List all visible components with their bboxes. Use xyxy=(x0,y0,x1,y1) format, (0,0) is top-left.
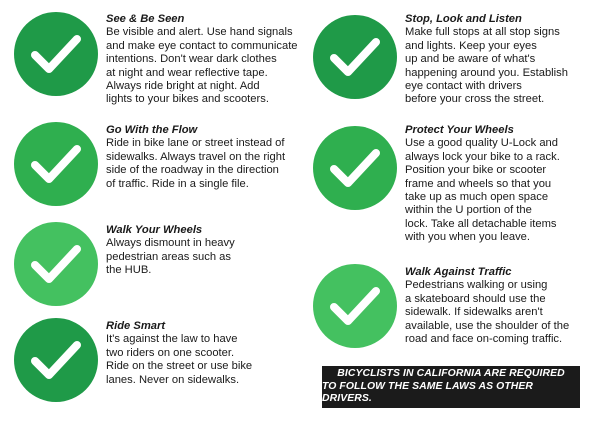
tip-body: Make full stops at all stop signs and lights. Keep your eyes up and be aware of what's happening around you. Establish eye contact with drivers before your cross the street. xyxy=(405,26,568,106)
checkmark-icon xyxy=(14,122,98,206)
checkmark-icon xyxy=(31,33,81,75)
tip-title: Go With the Flow xyxy=(106,124,198,136)
tip-title: See & Be Seen xyxy=(106,13,185,25)
tip-body: It's against the law to have two riders on one scooter. Ride on the street or use bike lanes. Never on sidewalks. xyxy=(106,333,253,386)
tip-body: Ride in bike lane or street instead of sidewalks. Always travel on the right side of the roadway in the direction of traffic. Ride in a single file. xyxy=(106,137,286,190)
tip-title: Walk Your Wheels xyxy=(106,224,203,236)
tip-body: Always dismount in heavy pedestrian areas such as the HUB. xyxy=(106,237,235,277)
checkmark-icon xyxy=(31,243,81,285)
checkmark-icon xyxy=(14,318,98,402)
banner-line-2: TO FOLLOW THE SAME LAWS AS OTHER DRIVERS. xyxy=(322,380,534,405)
tip-body: Use a good quality U-Lock and always lock your bike to a rack. Position your bike or scooter frame and wheels so that you take up as much open space within the U portion of the lock. Take all detachable items with you when you leave. xyxy=(405,137,560,244)
tip-body: Pedestrians walking or using a skateboard should use the sidewalk. If sidewalks aren't available, use the shoulder of the road and face on-coming traffic. xyxy=(405,279,570,346)
tip-title: Ride Smart xyxy=(106,320,166,332)
laws-banner xyxy=(322,366,580,408)
checkmark-icon xyxy=(330,147,380,189)
tip-body: Be visible and alert. Use hand signals and make eye contact to communicate intentions. Don't wear dark clothes at night and wear reflective tape. Always ride bright at night. Add lights to your bikes and scooters. xyxy=(106,26,298,106)
checkmark-icon xyxy=(330,285,380,327)
checkmark-icon xyxy=(313,126,397,210)
checkmark-icon xyxy=(14,12,98,96)
checkmark-icon xyxy=(313,15,397,99)
tip-title: Stop, Look and Listen xyxy=(405,13,522,25)
tip-title: Protect Your Wheels xyxy=(405,124,514,136)
checkmark-icon xyxy=(31,339,81,381)
checkmark-icon xyxy=(313,264,397,348)
checkmark-icon xyxy=(14,222,98,306)
checkmark-icon xyxy=(330,36,380,78)
tip-title: Walk Against Traffic xyxy=(405,266,512,278)
banner-line-1: BICYCLISTS IN CALIFORNIA ARE REQUIRED xyxy=(337,368,565,380)
checkmark-icon xyxy=(31,143,81,185)
